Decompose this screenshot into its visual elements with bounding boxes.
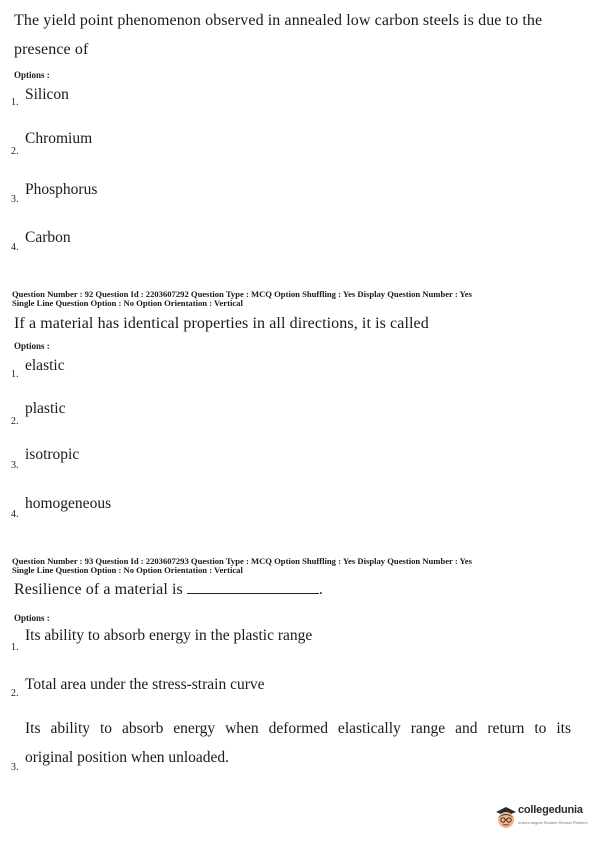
option-text: homogeneous bbox=[25, 495, 112, 512]
answer-blank bbox=[187, 581, 319, 594]
option-text: Chromium bbox=[25, 130, 93, 147]
option-text-line: original position when unloaded. bbox=[25, 749, 230, 766]
options-label: Options : bbox=[14, 341, 50, 351]
question-text-line: The yield point phenomenon observed in annealed low carbon steels is due to the bbox=[14, 12, 543, 29]
option-text: isotropic bbox=[25, 446, 80, 463]
option-text: Phosphorus bbox=[25, 181, 98, 198]
question-meta: Single Line Question Option : No Option Orientation : Vertical bbox=[12, 298, 243, 308]
option-number: 2. bbox=[11, 688, 19, 699]
option-number: 1. bbox=[11, 97, 19, 108]
option-text: Total area under the stress-strain curve bbox=[25, 676, 265, 693]
collegedunia-logo bbox=[493, 802, 589, 836]
option-text: plastic bbox=[25, 400, 66, 417]
option-number: 2. bbox=[11, 146, 19, 157]
option-number: 2. bbox=[11, 416, 19, 427]
option-number: 4. bbox=[11, 509, 19, 520]
question-text-end: . bbox=[318, 581, 323, 598]
question-text: If a material has identical properties in all directions, it is called bbox=[14, 315, 429, 332]
option-number: 1. bbox=[11, 642, 19, 653]
question-meta: Question Number : 92 Question Id : 2203607292 Question Type : MCQ Option Shuffling : Yes Display Question Number : Yes bbox=[12, 289, 472, 299]
question-text-content: Resilience of a material is bbox=[14, 581, 183, 598]
question-text-line: presence of bbox=[14, 41, 89, 58]
option-number: 1. bbox=[11, 369, 19, 380]
option-number: 3. bbox=[11, 762, 19, 773]
option-number: 3. bbox=[11, 460, 19, 471]
option-text: Carbon bbox=[25, 229, 71, 246]
option-text: Silicon bbox=[25, 86, 69, 103]
options-label: Options : bbox=[14, 70, 50, 80]
question-meta: Question Number : 93 Question Id : 2203607293 Question Type : MCQ Option Shuffling : Yes Display Question Number : Yes bbox=[12, 556, 472, 566]
question-text bbox=[14, 581, 323, 599]
student-mascot-icon bbox=[493, 804, 519, 830]
logo-tagline: India's largest Student Review Platform bbox=[518, 820, 588, 825]
logo-wordmark: collegedunia bbox=[518, 804, 583, 816]
option-text-line: Its ability to absorb energy when deformed elastically range and return to its bbox=[25, 720, 571, 737]
options-label: Options : bbox=[14, 613, 50, 623]
option-text: elastic bbox=[25, 357, 65, 374]
option-text: Its ability to absorb energy in the plastic range bbox=[25, 627, 313, 644]
question-meta: Single Line Question Option : No Option Orientation : Vertical bbox=[12, 565, 243, 575]
option-number: 4. bbox=[11, 242, 19, 253]
option-number: 3. bbox=[11, 194, 19, 205]
